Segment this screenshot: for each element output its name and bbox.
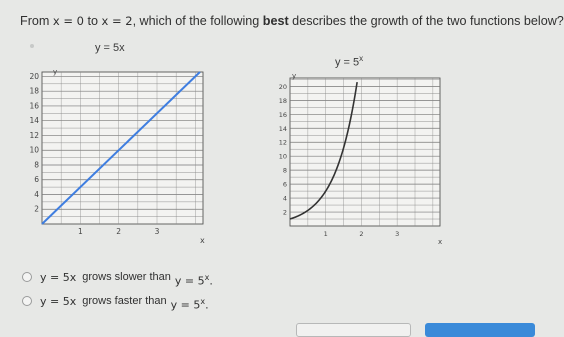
graph2-exponential xyxy=(270,66,450,246)
answer-1-rhs xyxy=(175,273,213,288)
graph1-linear xyxy=(20,64,220,244)
g1-y-tick-label: 4 xyxy=(34,189,39,199)
answer-1-lhs: y = 5x xyxy=(40,270,77,284)
answer-1-end: . xyxy=(209,274,213,288)
g2-x-tick-label: 2 xyxy=(359,230,364,238)
answer-2-lhs: y = 5x xyxy=(40,294,77,308)
graph1-x-ticks xyxy=(78,227,160,236)
g1-y-tick-label: 8 xyxy=(34,160,39,170)
g2-y-tick-label: 6 xyxy=(282,180,287,189)
answer-option-2[interactable] xyxy=(22,294,209,312)
question-middle: , which of the following xyxy=(132,14,263,28)
g1-y-tick-label: 2 xyxy=(34,204,39,214)
answer-1-rhs-sup: x xyxy=(204,273,210,282)
g2-x-tick-label: 1 xyxy=(323,230,328,238)
g1-y-tick-label: 14 xyxy=(29,116,39,126)
primary-button[interactable] xyxy=(425,323,535,337)
graph1-x-axis-label: x xyxy=(200,236,205,245)
question-x-from: x = 0 xyxy=(52,14,84,28)
answer-1-rhs-base: y = 5 xyxy=(174,274,205,288)
g2-y-tick-label: 14 xyxy=(278,124,287,133)
graph2-y-axis-label: y xyxy=(292,72,297,80)
question-prefix: From xyxy=(20,14,53,28)
decorative-dot xyxy=(30,44,34,48)
g2-y-tick-label: 12 xyxy=(278,138,287,147)
g1-x-tick-label: 2 xyxy=(116,227,122,236)
graph1-title-text: y = 5x xyxy=(95,42,125,54)
graph2-title-text: y = 5 xyxy=(335,56,360,69)
g1-y-tick-label: 12 xyxy=(29,130,39,140)
g2-y-tick-label: 18 xyxy=(278,96,287,105)
question-bold: best xyxy=(262,14,289,28)
g1-x-tick-label: 3 xyxy=(154,227,160,236)
g1-y-tick-label: 6 xyxy=(34,175,39,185)
g2-y-tick-label: 16 xyxy=(278,110,287,119)
answer-2-rhs-sup: x xyxy=(200,297,206,306)
graph2-y-ticks xyxy=(279,83,287,217)
graph1-y-ticks xyxy=(29,72,39,214)
answer-1-text: grows slower than xyxy=(82,271,171,284)
graph2-x-ticks xyxy=(324,230,400,238)
answer-option-1[interactable] xyxy=(22,270,213,288)
g2-y-tick-label: 8 xyxy=(282,166,287,175)
graph2-title-sup: x xyxy=(359,54,364,63)
g2-y-tick-label: 2 xyxy=(282,208,287,217)
graph1-title xyxy=(95,42,125,54)
graph2-x-axis-label: x xyxy=(438,238,443,246)
g2-y-tick-label: 20 xyxy=(278,82,287,91)
answer-2-end: . xyxy=(205,298,209,312)
question-text xyxy=(20,14,564,28)
g1-y-tick-label: 10 xyxy=(29,145,39,155)
graph2-grid xyxy=(290,78,440,226)
g2-y-tick-label: 10 xyxy=(278,152,287,161)
answer-2-rhs xyxy=(171,297,209,312)
answer-2-rhs-base: y = 5 xyxy=(170,298,201,312)
question-to: to xyxy=(83,14,102,28)
g2-y-tick-label: 4 xyxy=(282,194,287,203)
answer-2-radio[interactable] xyxy=(22,296,32,306)
question-x-to: x = 2 xyxy=(101,14,133,28)
g1-y-tick-label: 20 xyxy=(29,71,39,81)
g1-y-tick-label: 16 xyxy=(29,101,39,111)
question-suffix: describes the growth of the two functions below? xyxy=(288,14,564,28)
answer-1-radio[interactable] xyxy=(22,272,32,282)
graph1-y-axis-label: y xyxy=(53,68,58,76)
g1-x-tick-label: 1 xyxy=(77,227,83,236)
answer-2-text: grows faster than xyxy=(82,295,167,308)
g2-x-tick-label: 3 xyxy=(395,230,400,238)
secondary-button[interactable] xyxy=(296,323,411,337)
g1-y-tick-label: 18 xyxy=(29,86,39,96)
